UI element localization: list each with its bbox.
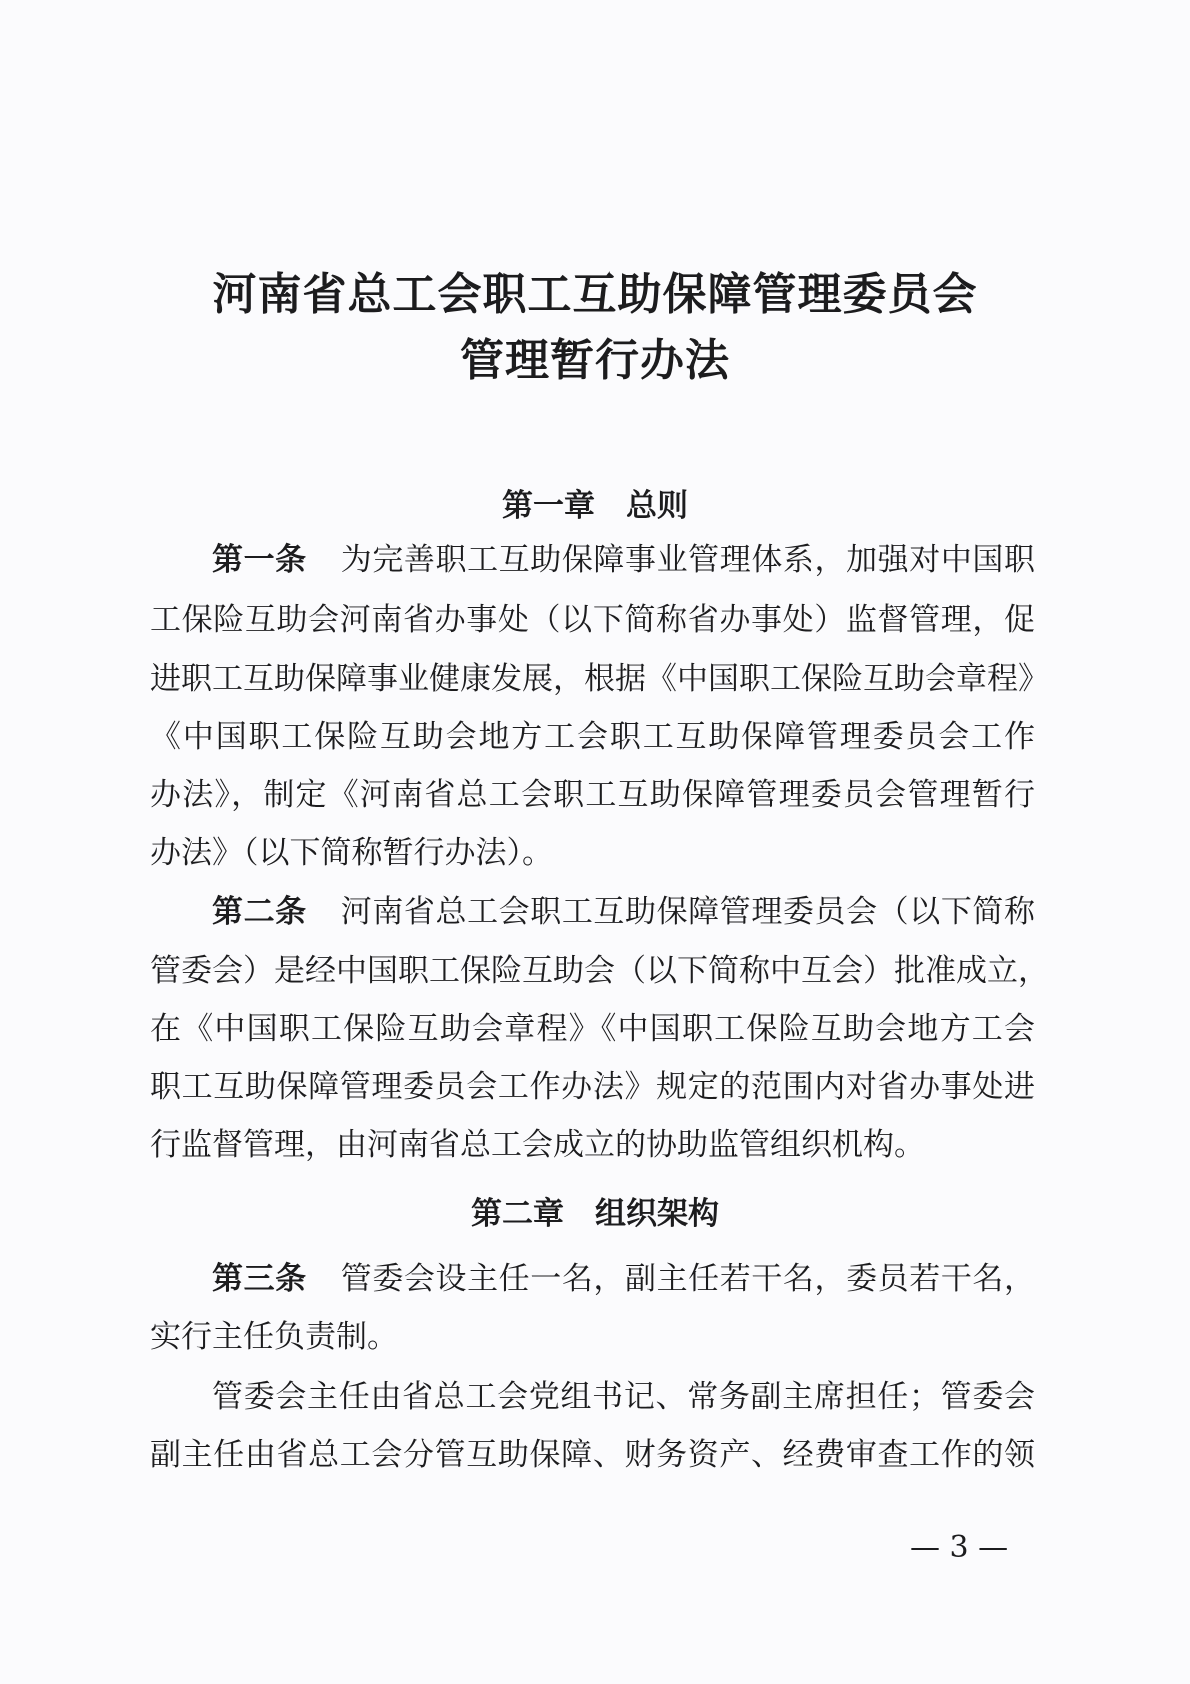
article-1-line-6: 办法》（以下简称暂行办法）。 [150, 835, 553, 871]
article-2-label: 第二条 [212, 894, 307, 930]
article-1-label: 第一条 [212, 542, 307, 578]
article-2-line-2: 管委会）是经中国职工保险互助会（以下简称中互会）批准成立， [150, 953, 1049, 989]
document-title-line-2: 管理暂行办法 [460, 335, 730, 386]
document-title-line-1: 河南省总工会职工互助保障管理委员会 [212, 269, 978, 320]
article-1-line-1: 第一条 为完善职工互助保障事业管理体系，加强对中国职 [212, 542, 1035, 578]
article-3-line-2: 实行主任负责制。 [150, 1319, 398, 1355]
article-3-line-1: 第三条 管委会设主任一名，副主任若干名，委员若干名， [212, 1261, 1035, 1297]
paragraph-line-2: 副主任由省总工会分管互助保障、财务资产、经费审查工作的领 [150, 1437, 1035, 1473]
article-1-line-5: 办法》，制定《河南省总工会职工互助保障管理委员会管理暂行 [150, 777, 1035, 813]
page-number: — 3 — [910, 1530, 1009, 1565]
article-3-label: 第三条 [212, 1261, 307, 1297]
chapter-1-heading: 第一章 总则 [502, 488, 688, 524]
article-2-line-3: 在《中国职工保险互助会章程》《中国职工保险互助会地方工会 [150, 1011, 1035, 1047]
article-2-line-4: 职工互助保障管理委员会工作办法》规定的范围内对省办事处进 [150, 1069, 1035, 1105]
chapter-2-heading: 第二章 组织架构 [471, 1196, 719, 1232]
article-1-line-2: 工保险互助会河南省办事处（以下简称省办事处）监督管理，促 [150, 602, 1035, 638]
paragraph-line-1: 管委会主任由省总工会党组书记、常务副主席担任；管委会 [212, 1379, 1035, 1415]
article-2-line-1: 第二条 河南省总工会职工互助保障管理委员会（以下简称 [212, 894, 1035, 930]
article-1-line-3: 进职工互助保障事业健康发展，根据《中国职工保险互助会章程》 [150, 661, 1049, 697]
article-2-line-5: 行监督管理，由河南省总工会成立的协助监管组织机构。 [150, 1127, 925, 1163]
article-1-line-4: 《中国职工保险互助会地方工会职工互助保障管理委员会工作 [150, 719, 1035, 755]
